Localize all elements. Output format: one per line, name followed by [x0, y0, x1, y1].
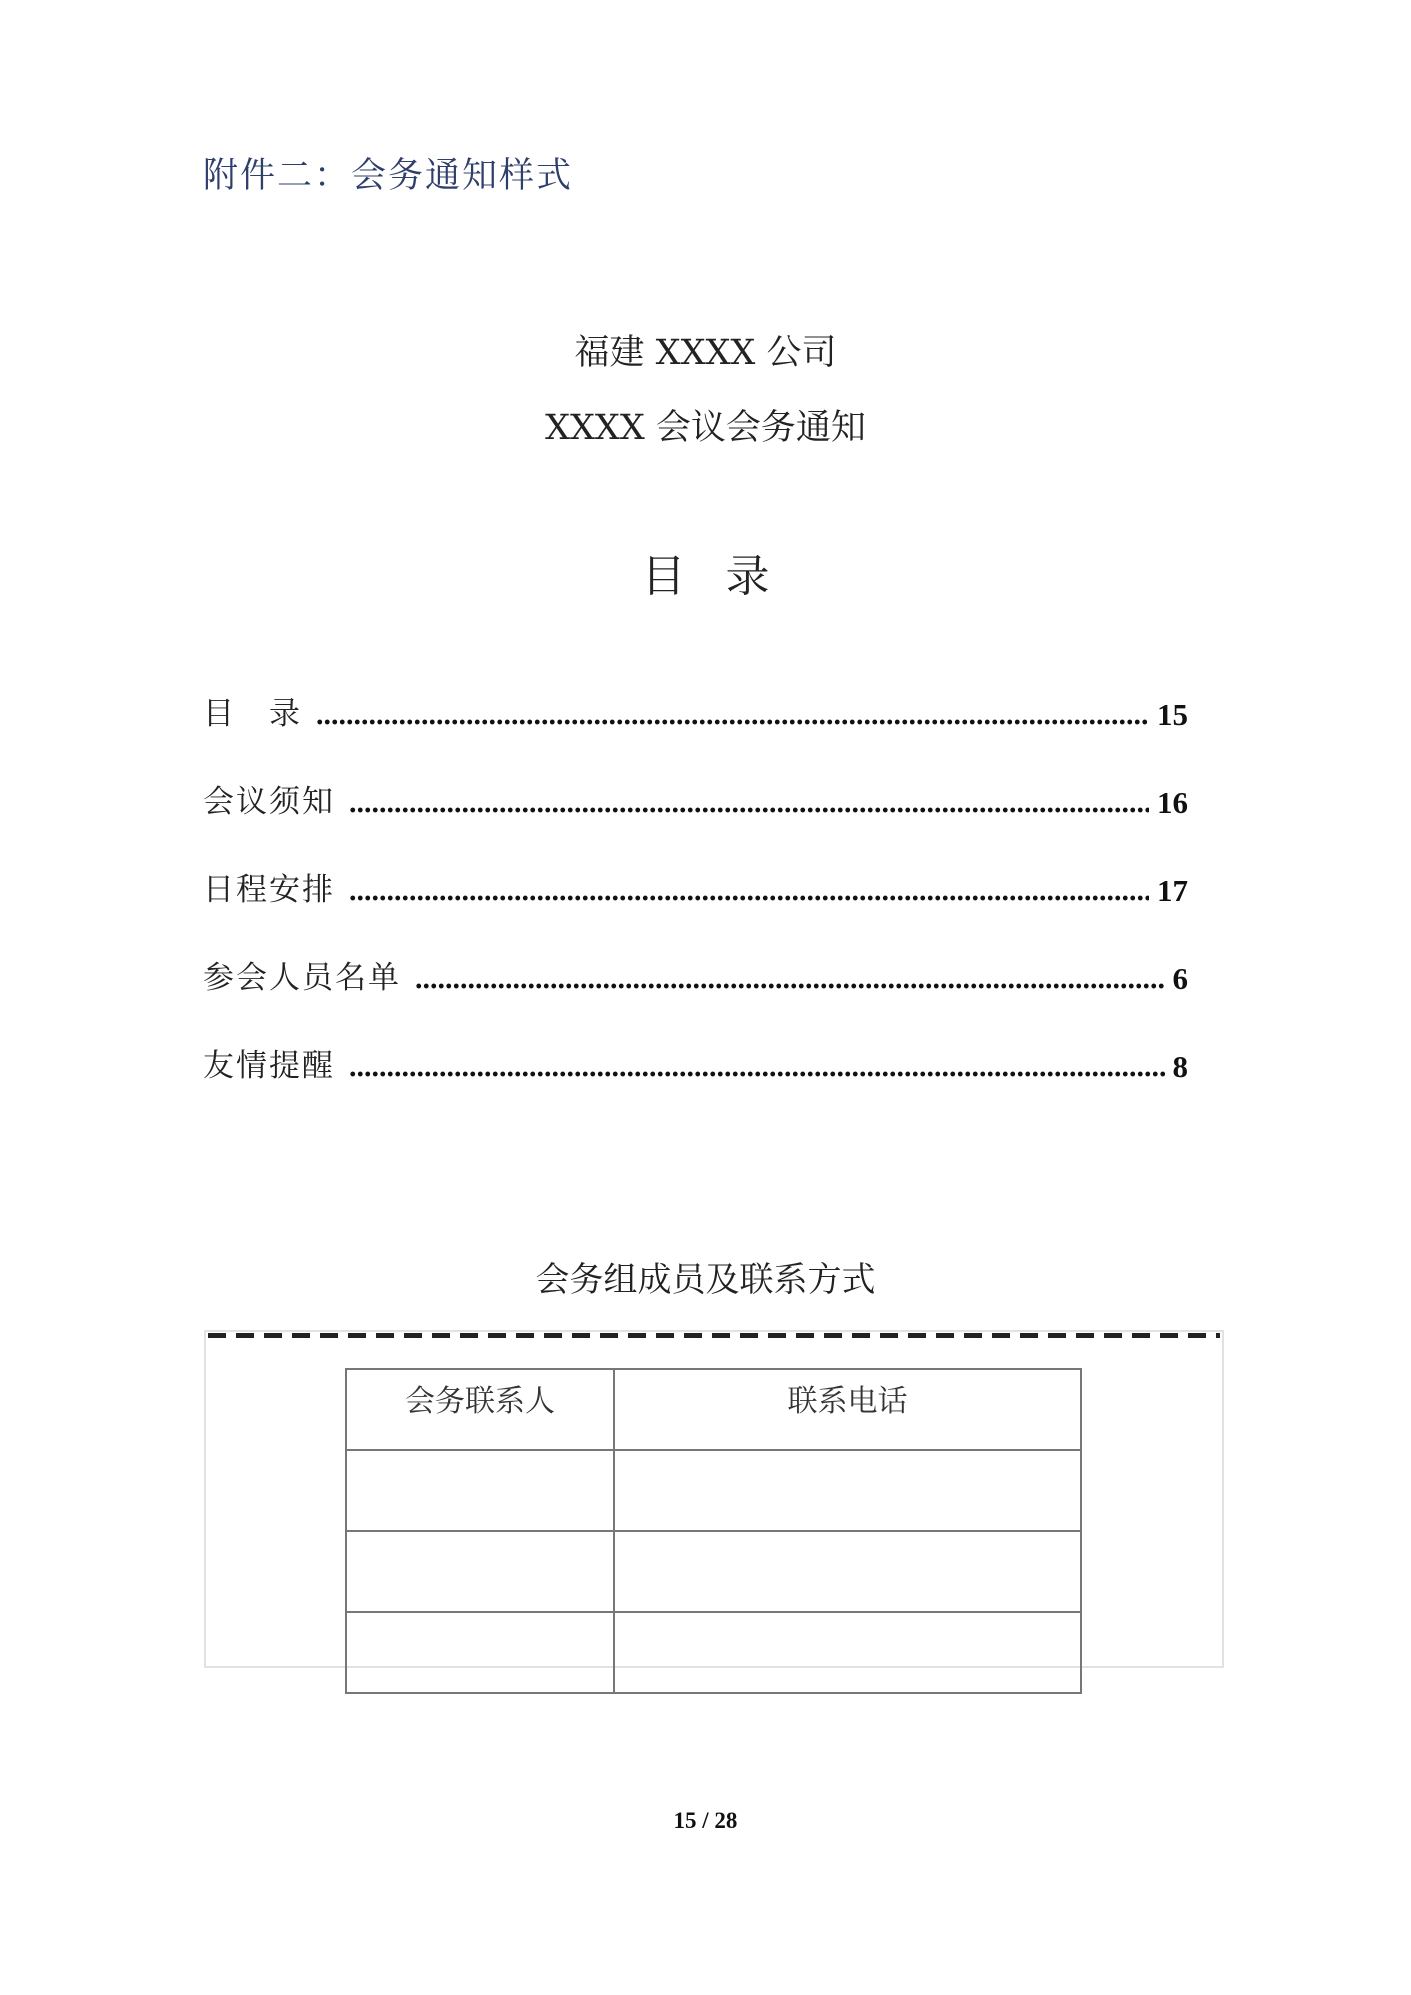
- table-row: [346, 1450, 1081, 1531]
- toc-entry[interactable]: [203, 909, 1188, 997]
- notice-subtitle: XXXX 会议会务通知: [545, 408, 866, 448]
- column-header-phone: 联系电话: [614, 1369, 1081, 1450]
- dot-leader: [415, 983, 1165, 989]
- company-name: 福建 XXXX 公司: [574, 333, 837, 373]
- table-header-row: [346, 1369, 1081, 1450]
- phone-cell[interactable]: [614, 1612, 1081, 1693]
- toc-entry-page: 17: [1157, 873, 1188, 908]
- toc-entry-page: 6: [1172, 961, 1188, 996]
- toc-entry[interactable]: [203, 821, 1188, 909]
- table-row: [346, 1531, 1081, 1612]
- toc-heading: 目录: [641, 551, 810, 602]
- phone-cell[interactable]: [614, 1531, 1081, 1612]
- toc-entry-label: 目 录: [203, 696, 302, 732]
- toc-entry-label: 日程安排: [203, 872, 335, 908]
- dot-leader: [316, 719, 1149, 725]
- page-number: 15 / 28: [673, 1808, 738, 1833]
- column-header-contact: 会务联系人: [346, 1369, 614, 1450]
- dot-leader: [349, 807, 1149, 813]
- phone-cell[interactable]: [614, 1450, 1081, 1531]
- toc-entry-label: 会议须知: [203, 784, 335, 820]
- contact-cell[interactable]: [346, 1450, 614, 1531]
- contact-section-title: 会务组成员及联系方式: [535, 1260, 876, 1300]
- contact-cell[interactable]: [346, 1612, 614, 1693]
- table-row: [346, 1612, 1081, 1693]
- attachment-title: 附件二：会务通知样式: [203, 156, 574, 196]
- contact-cell[interactable]: [346, 1531, 614, 1612]
- toc-entry-page: 15: [1157, 697, 1188, 732]
- table-of-contents: [203, 645, 1188, 1085]
- toc-entry[interactable]: [203, 645, 1188, 733]
- contact-table: [345, 1368, 1082, 1694]
- toc-entry[interactable]: [203, 733, 1188, 821]
- toc-entry[interactable]: [203, 997, 1188, 1085]
- toc-entry-page: 16: [1157, 785, 1188, 820]
- toc-entry-label: 友情提醒: [203, 1048, 335, 1084]
- toc-entry-label: 参会人员名单: [203, 960, 401, 996]
- dot-leader: [349, 895, 1149, 901]
- dashed-divider: [208, 1333, 1220, 1338]
- toc-entry-page: 8: [1172, 1049, 1188, 1084]
- dot-leader: [349, 1071, 1165, 1077]
